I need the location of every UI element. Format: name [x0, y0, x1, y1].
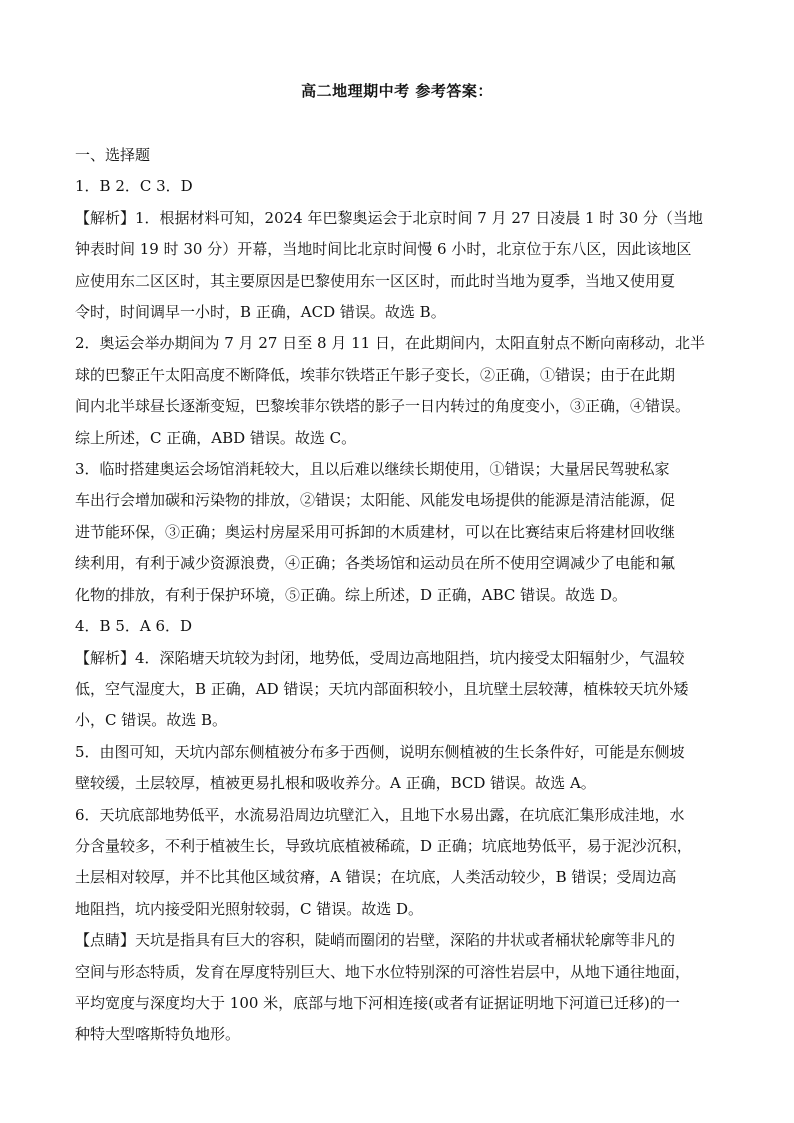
analysis-line: 3．临时搭建奥运会场馆消耗较大，且以后难以继续长期使用，①错误；大量居民驾驶私家 — [75, 460, 670, 479]
analysis-line: 化物的排放，有利于保护环境，⑤正确。综上所述，D 正确，ABC 错误。故选 D。 — [75, 585, 627, 604]
analysis-line: 进节能环保，③正确；奥运村房屋采用可拆卸的木质建材，可以在比赛结束后将建材回收继 — [75, 522, 676, 541]
analysis-line: 地阻挡，坑内接受阳光照射较弱，C 错误。故选 D。 — [75, 899, 424, 918]
analysis-line: 球的巴黎正午太阳高度不断降低，埃菲尔铁塔正午影子变长，②正确，①错误；由于在此期 — [75, 365, 676, 384]
analysis-line: 续利用，有利于减少资源浪费，④正确；各类场馆和运动员在所不使用空调减少了电能和氟 — [75, 554, 676, 573]
analysis-line: 土层相对较厚，并不比其他区域贫瘠，A 错误；在坑底，人类活动较少，B 错误；受周边高 — [75, 868, 677, 887]
analysis-line: 【解析】1．根据材料可知，2024 年巴黎奥运会于北京时间 7 月 27 日凌晨 1 时 30 分（当地 — [75, 208, 703, 227]
analysis-line: 车出行会增加碳和污染物的排放，②错误；太阳能、风能发电场提供的能源是清洁能源，促 — [75, 491, 676, 510]
analysis-line: 小，C 错误。故选 B。 — [75, 711, 228, 730]
answer-content — [75, 140, 723, 1051]
analysis-line: 5．由图可知，天坑内部东侧植被分布多于西侧，说明东侧植被的生长条件好，可能是东侧坡 — [75, 742, 685, 761]
analysis-line: 综上所述，C 正确，ABD 错误。故选 C。 — [75, 428, 357, 447]
analysis-line: 壁较缓，土层较厚，植被更易扎根和吸收养分。A 正确，BCD 错误。故选 A。 — [75, 774, 596, 793]
analysis-line: 应使用东二区区时，其主要原因是巴黎使用东一区区时，而此时当地为夏季，当地又使用夏 — [75, 271, 676, 290]
section-heading: 一、选择题 — [75, 146, 151, 164]
note-line: 平均宽度与深度均大于 100 米，底部与地下河相连接(或者有证据证明地下河道已迁移)的一 — [75, 993, 680, 1012]
page-title: 高二地理期中考 参考答案： — [301, 82, 493, 100]
note-line: 空间与形态特质，发育在厚度特别巨大、地下水位特别深的可溶性岩层中，从地下通往地面， — [75, 962, 691, 981]
note-line: 种特大型喀斯特负地形。 — [75, 1025, 241, 1044]
analysis-line: 间内北半球昼长逐渐变短，巴黎埃菲尔铁塔的影子一日内转过的角度变小，③正确，④错误。 — [75, 397, 691, 416]
note-line: 【点睛】天坑是指具有巨大的容积，陡峭而圈闭的岩壁，深陷的井状或者桶状轮廓等非凡的 — [75, 931, 676, 950]
answer-line: 4．B 5．A 6．D — [75, 617, 193, 636]
analysis-line: 令时，时间调早一小时，B 正确，ACD 错误。故选 B。 — [75, 303, 446, 322]
analysis-line: 钟表时间 19 时 30 分）开幕，当地时间比北京时间慢 6 小时，北京位于东八区，因此该地区 — [75, 240, 692, 259]
analysis-line: 6．天坑底部地势低平，水流易沿周边坑壁汇入，且地下水易出露，在坑底汇集形成洼地，水 — [75, 805, 685, 824]
analysis-line: 【解析】4．深陷塘天坑较为封闭，地势低，受周边高地阻挡，坑内接受太阳辐射少，气温较 — [75, 648, 685, 667]
analysis-line: 分含量较多，不利于植被生长，导致坑底植被稀疏，D 正确；坑底地势低平，易于泥沙沉积， — [75, 836, 692, 855]
analysis-line: 低，空气湿度大，B 正确，AD 错误；天坑内部面积较小，且坑壁土层较薄，植株较天坑外矮 — [75, 679, 689, 698]
answer-line: 1．B 2．C 3．D — [75, 177, 193, 196]
analysis-line: 2．奥运会举办期间为 7 月 27 日至 8 月 11 日，在此期间内，太阳直射点不断向南移动，北半 — [75, 334, 705, 353]
